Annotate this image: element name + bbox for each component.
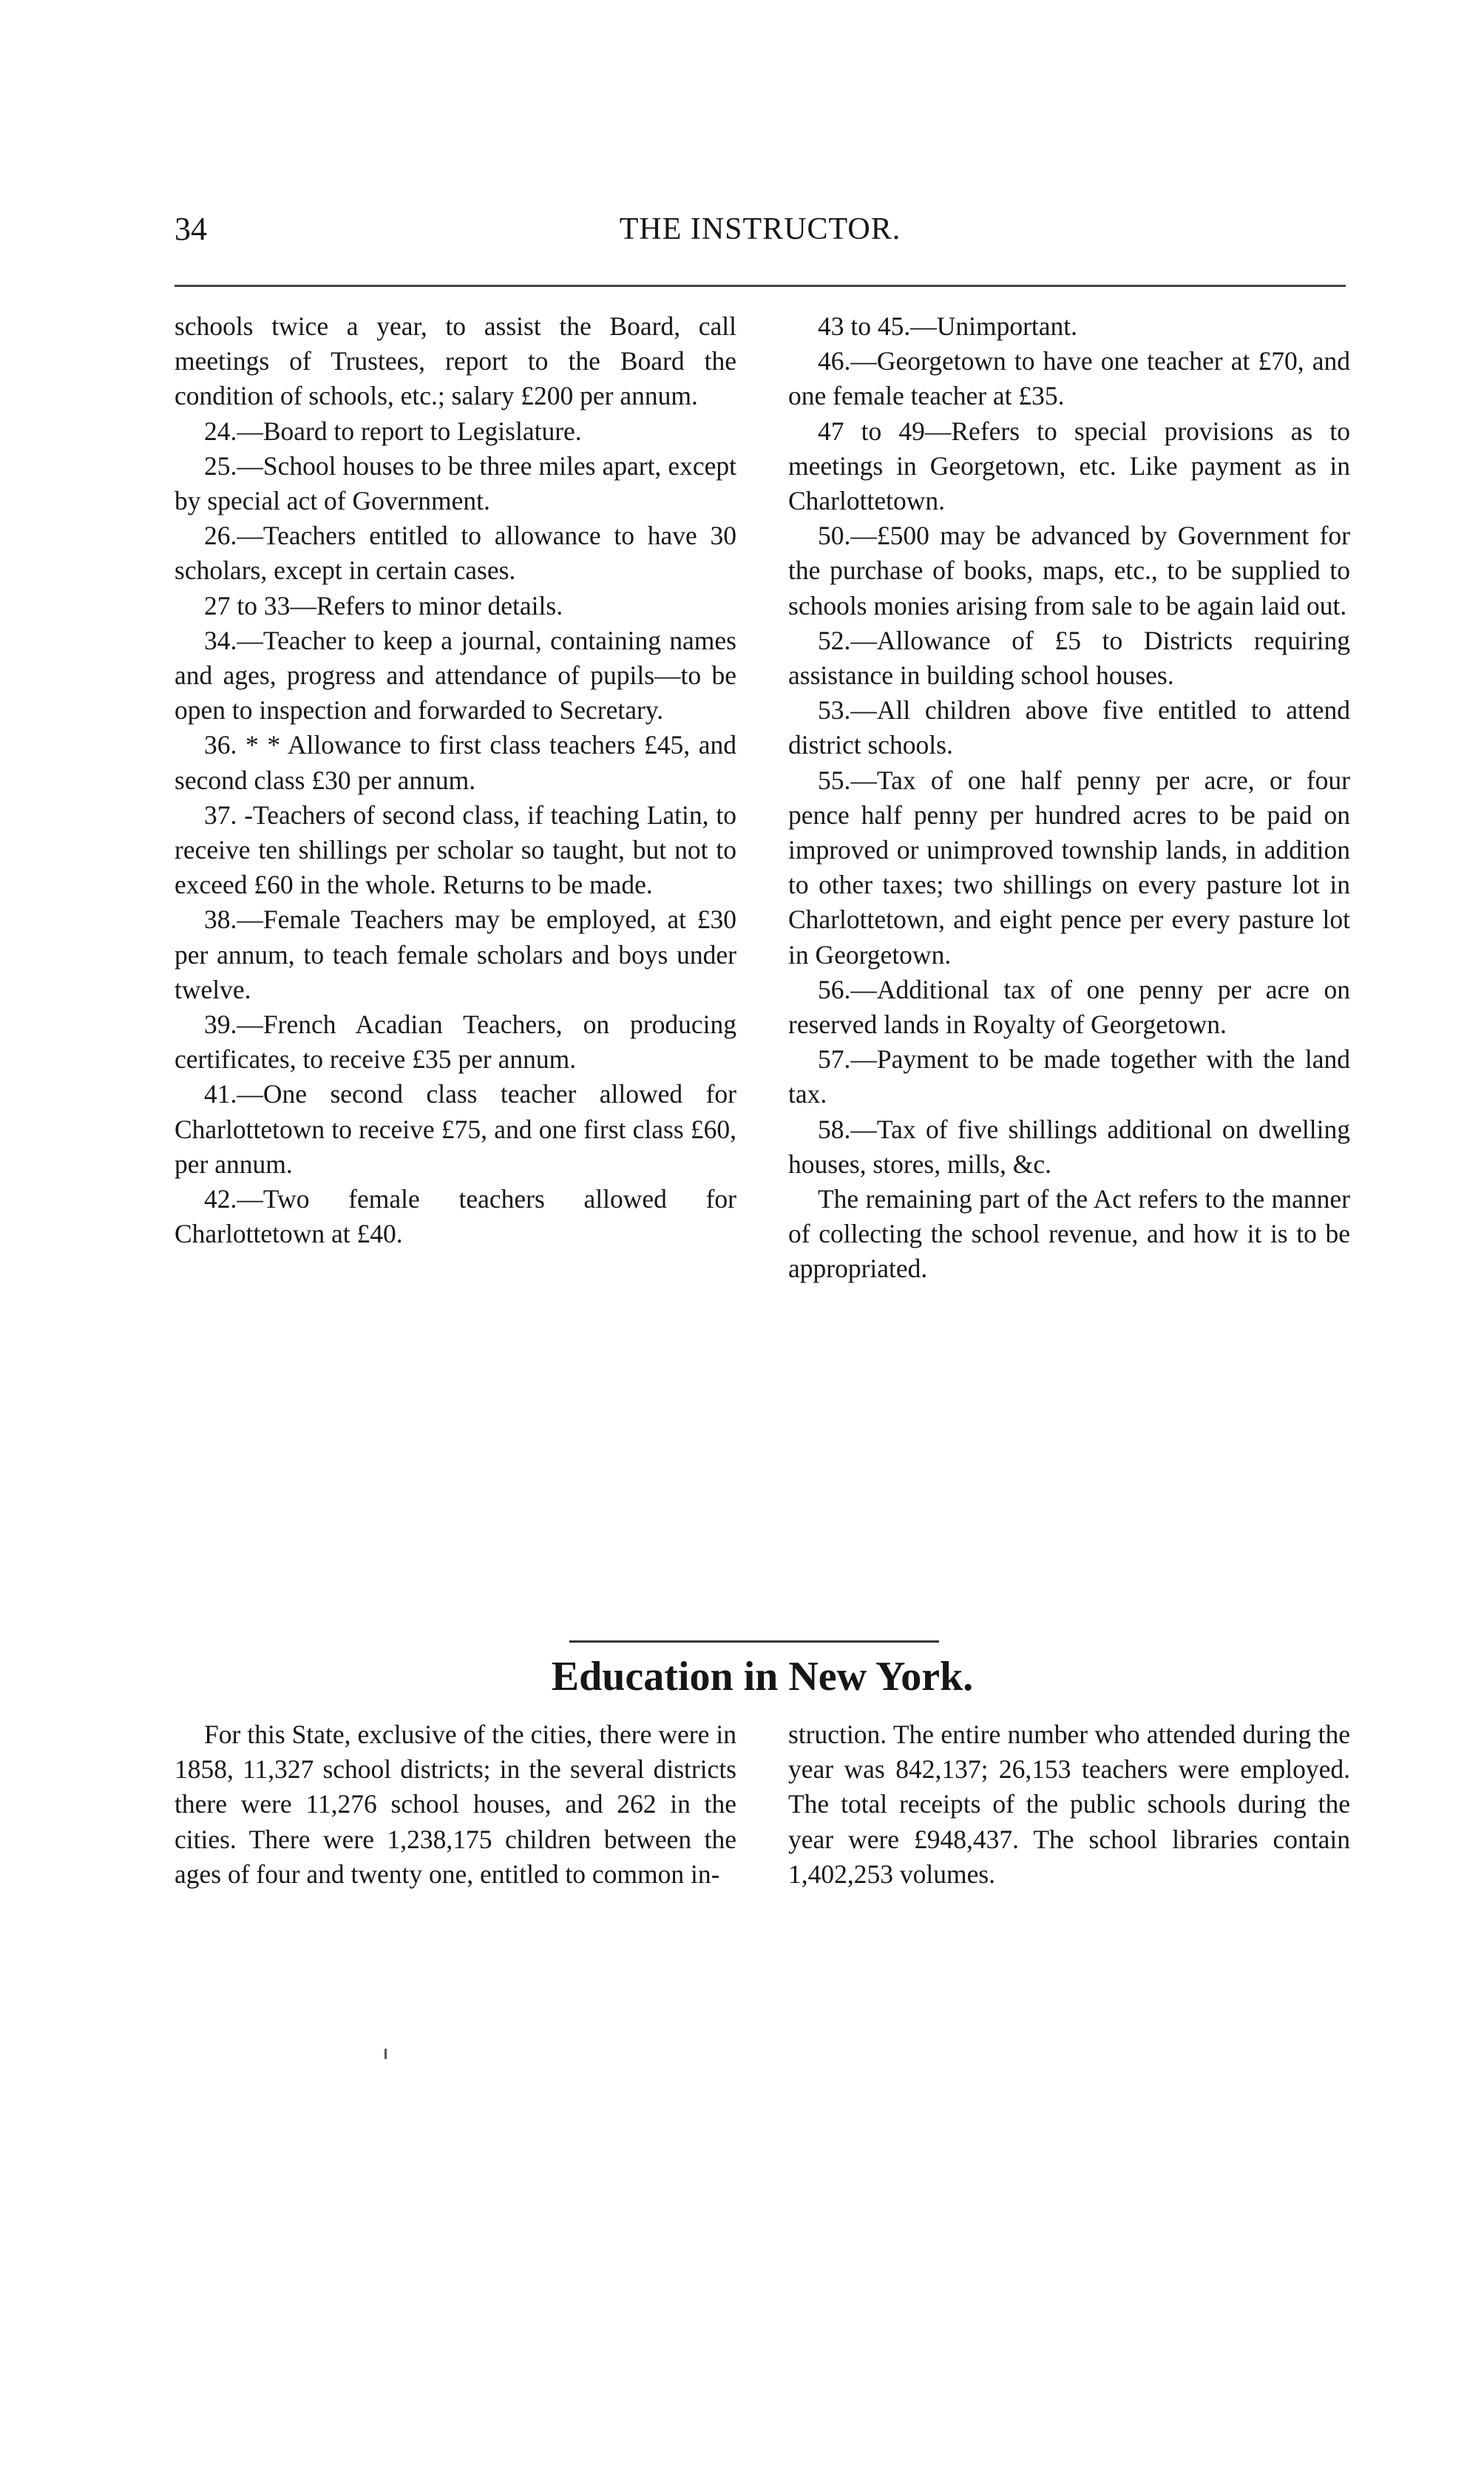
paragraph: 50.—£500 may be advanced by Government for the purchase of books, maps, etc., to be supplied to schools monies arising from sale to be again laid out. [788,521,1350,621]
paragraph: 46.—Georgetown to have one teacher at £70, and one female teacher at £35. [788,346,1350,411]
paragraph: The remaining part of the Act refers to the manner of collecting the school revenue, and how it is to be appropriated. [788,1184,1350,1284]
section-right-column [788,1717,1350,1892]
page-header [175,207,1346,251]
right-column [788,309,1350,1287]
paragraph: 25.—School houses to be three miles apart, except by special act of Government. [175,450,736,516]
paragraph: 38.—Female Teachers may be employed, at £30 per annum, to teach female scholars and boys under twelve. [175,905,736,1004]
header-rule [175,285,1346,287]
section-body [175,1717,1350,1961]
paragraph: 55.—Tax of one half penny per acre, or four pence half penny per hundred acres to be paid on improved or unimproved township lands, in addition to other taxes; two shillings on every pasture lot in Charlottetown, and eight pence per every pasture lot in Georgetown. [788,765,1350,970]
paragraph: schools twice a year, to assist the Board, call meetings of Trustees, report to the Board the condition of schools, etc.; salary £200 per annum. [175,311,736,411]
two-column-body [175,309,1350,1620]
paragraph: 34.—Teacher to keep a journal, containing names and ages, progress and attendance of pupils—to be open to inspection and forwarded to Secretary. [175,625,736,726]
paragraph: 56.—Additional tax of one penny per acre on reserved lands in Royalty of Georgetown. [788,974,1350,1040]
section-left-column [175,1717,736,1892]
paragraph: 47 to 49—Refers to special provisions as to meetings in Georgetown, etc. Like payment as in Charlottetown. [788,416,1350,516]
paragraph: 42.—Two female teachers allowed for Charlottetown at £40. [175,1184,736,1249]
paragraph: 36. * * Allowance to first class teachers £45, and second class £30 per annum. [175,730,736,795]
left-column [175,309,736,1251]
section-title: Education in New York. [551,1654,974,1700]
paragraph: 57.—Payment to be made together with the land tax. [788,1044,1350,1109]
paragraph: 26.—Teachers entitled to allowance to have 30 scholars, except in certain cases. [175,521,736,586]
section-divider [569,1640,939,1643]
stray-mark [384,2049,387,2059]
paragraph: 41.—One second class teacher allowed for Charlottetown to receive £75, and one first class £60, per annum. [175,1079,736,1179]
paragraph: 24.—Board to report to Legislature. [204,416,582,446]
paragraph: 58.—Tax of five shillings additional on dwelling houses, stores, mills, &c. [788,1114,1350,1179]
page-number: 34 [175,211,207,247]
paragraph: 39.—French Acadian Teachers, on producing certificates, to receive £35 per annum. [175,1010,736,1075]
paragraph: 37. -Teachers of second class, if teaching Latin, to receive ten shillings per scholar so taught, but not to exceed £60 in the whole. Returns to be made. [175,799,736,900]
section-paragraph-left: For this State, exclusive of the cities, there were in 1858, 11,327 school districts; in the several districts there were 11,276 school houses, and 262 in the cities. There were 1,238,175 children between the ages of four and twenty one, entitled to common in- [175,1720,736,1889]
section-paragraph-right: struction. The entire number who attended during the year was 842,137; 26,153 teachers were employed. The total receipts of the public schools during the year were £948,437. The school libraries contain 1,402,253 volumes. [788,1720,1350,1889]
paragraph: 52.—Allowance of £5 to Districts requiring assistance in building school houses. [788,625,1350,691]
paragraph: 27 to 33—Refers to minor details. [204,590,563,621]
running-title: THE INSTRUCTOR. [619,212,901,246]
paragraph: 53.—All children above five entitled to attend district schools. [788,695,1350,760]
paragraph: 43 to 45.—Unimportant. [818,311,1078,341]
